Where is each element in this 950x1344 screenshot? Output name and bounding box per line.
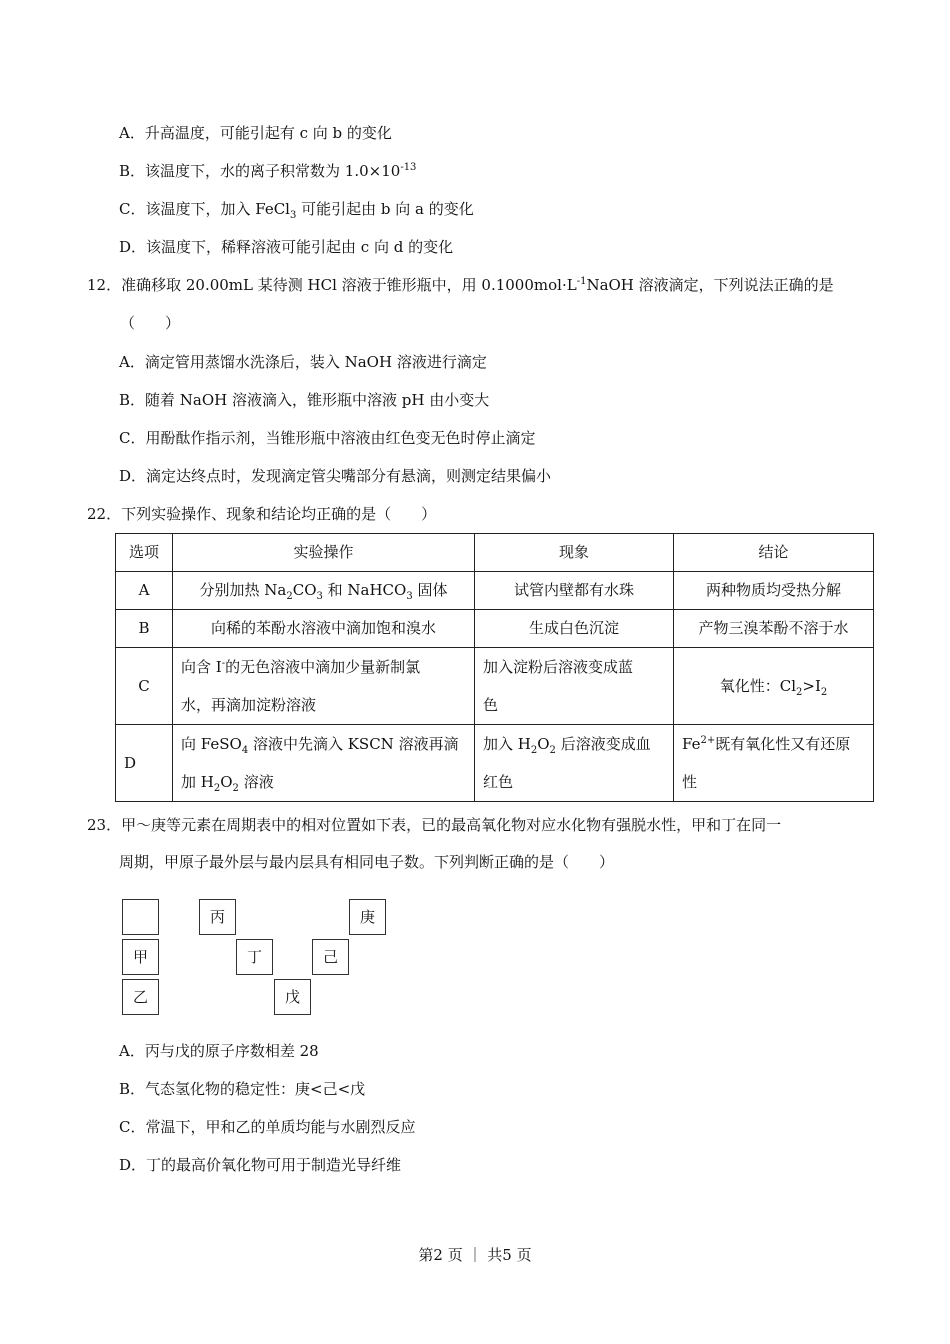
q22-experiment-table: [115, 533, 874, 802]
table-row: [116, 572, 874, 610]
q23-option-b: B．气态氢化物的稳定性：庚<己<戊: [119, 1080, 366, 1098]
row-operation: 分别加热 $Na_2CO_3$ 和 NaHCO$_3$ 固体: [173, 572, 475, 610]
row-conclusion: 两种物质均受热分解: [674, 572, 874, 610]
row-option: D: [116, 725, 173, 802]
row-option: A: [116, 572, 173, 610]
periodic-table-fragment: [122, 899, 392, 1017]
cell-ji: 己: [312, 939, 349, 975]
row-conclusion: $Fe^{2+}$既有氧化性又有还原 性: [674, 725, 874, 802]
empty-cell: [122, 899, 159, 935]
header-operation: 实验操作: [173, 534, 475, 572]
q12-option-d: D．滴定达终点时，发现滴定管尖嘴部分有悬滴，则测定结果偏小: [119, 467, 552, 485]
table-row: [116, 648, 874, 725]
table-row: [116, 610, 874, 648]
row-operation: 向 FeSO$_4$ 溶液中先滴入 KSCN 溶液再滴 加 $H_2O_2$ 溶液: [173, 725, 475, 802]
q11-option-d: D．该温度下，稀释溶液可能引起由 c 向 d 的变化: [119, 238, 454, 256]
row-option: B: [116, 610, 173, 648]
row-operation: 向稀的苯酚水溶液中滴加饱和溴水: [173, 610, 475, 648]
q11-option-a: A．升高温度，可能引起有 c 向 b 的变化: [119, 124, 392, 142]
q23-stem-line1: 23．甲～庚等元素在周期表中的相对位置如下表，已的最高氧化物对应水化物有强脱水性，甲和丁在同一: [87, 816, 782, 834]
page-footer: 第2 页 ｜ 共5 页: [418, 1246, 532, 1264]
q23-stem-line2: 周期，甲原子最外层与最内层具有相同电子数。下列判断正确的是（ ）: [119, 853, 615, 871]
q22-stem: 22．下列实验操作、现象和结论均正确的是（ ）: [87, 505, 437, 523]
cell-wu: 戊: [274, 979, 311, 1015]
q11-option-c: C．该温度下，加入 FeCl$_3$ 可能引起由 b 向 a 的变化: [119, 200, 474, 221]
row-phenomenon: 试管内壁都有水珠: [475, 572, 674, 610]
row-phenomenon: 加入淀粉后溶液变成蓝 色: [475, 648, 674, 725]
row-phenomenon: 生成白色沉淀: [475, 610, 674, 648]
cell-ding: 丁: [236, 939, 273, 975]
q12-stem: 12．准确移取 20.00mL 某待测 HCl 溶液于锥形瓶中，用 $0.1000mol\cdot L^{-1}NaOH$ 溶液滴定，下列说法正确的是: [87, 276, 834, 294]
header-conclusion: 结论: [674, 534, 874, 572]
row-conclusion: 产物三溴苯酚不溶于水: [674, 610, 874, 648]
cell-geng: 庚: [349, 899, 386, 935]
cell-bing: 丙: [199, 899, 236, 935]
table-header-row: [116, 534, 874, 572]
row-phenomenon: 加入 $H_2O_2$ 后溶液变成血 红色: [475, 725, 674, 802]
q12-option-c: C．用酚酞作指示剂，当锥形瓶中溶液由红色变无色时停止滴定: [119, 429, 536, 447]
row-option: C: [116, 648, 173, 725]
q12-answer-paren: （ ）: [120, 314, 181, 332]
table-row: [116, 725, 874, 802]
row-conclusion: 氧化性：$Cl_2>I_2$: [674, 648, 874, 725]
header-phenomenon: 现象: [475, 534, 674, 572]
q23-option-c: C．常温下，甲和乙的单质均能与水剧烈反应: [119, 1118, 416, 1136]
cell-yi: 乙: [122, 979, 159, 1015]
q23-option-d: D．丁的最高价氧化物可用于制造光导纤维: [119, 1156, 402, 1174]
q23-option-a: A．丙与戊的原子序数相差 28: [119, 1042, 319, 1060]
q12-option-a: A．滴定管用蒸馏水洗涤后，装入 NaOH 溶液进行滴定: [119, 353, 487, 371]
q11-option-b: B．该温度下，水的离子积常数为 $1.0\times 10^{-13}$: [119, 162, 417, 180]
cell-jia: 甲: [122, 939, 159, 975]
header-option: 选项: [116, 534, 173, 572]
row-operation: 向含 I-的无色溶液中滴加少量新制氯 水，再滴加淀粉溶液: [173, 648, 475, 725]
q12-option-b: B．随着 NaOH 溶液滴入，锥形瓶中溶液 pH 由小变大: [119, 391, 490, 409]
